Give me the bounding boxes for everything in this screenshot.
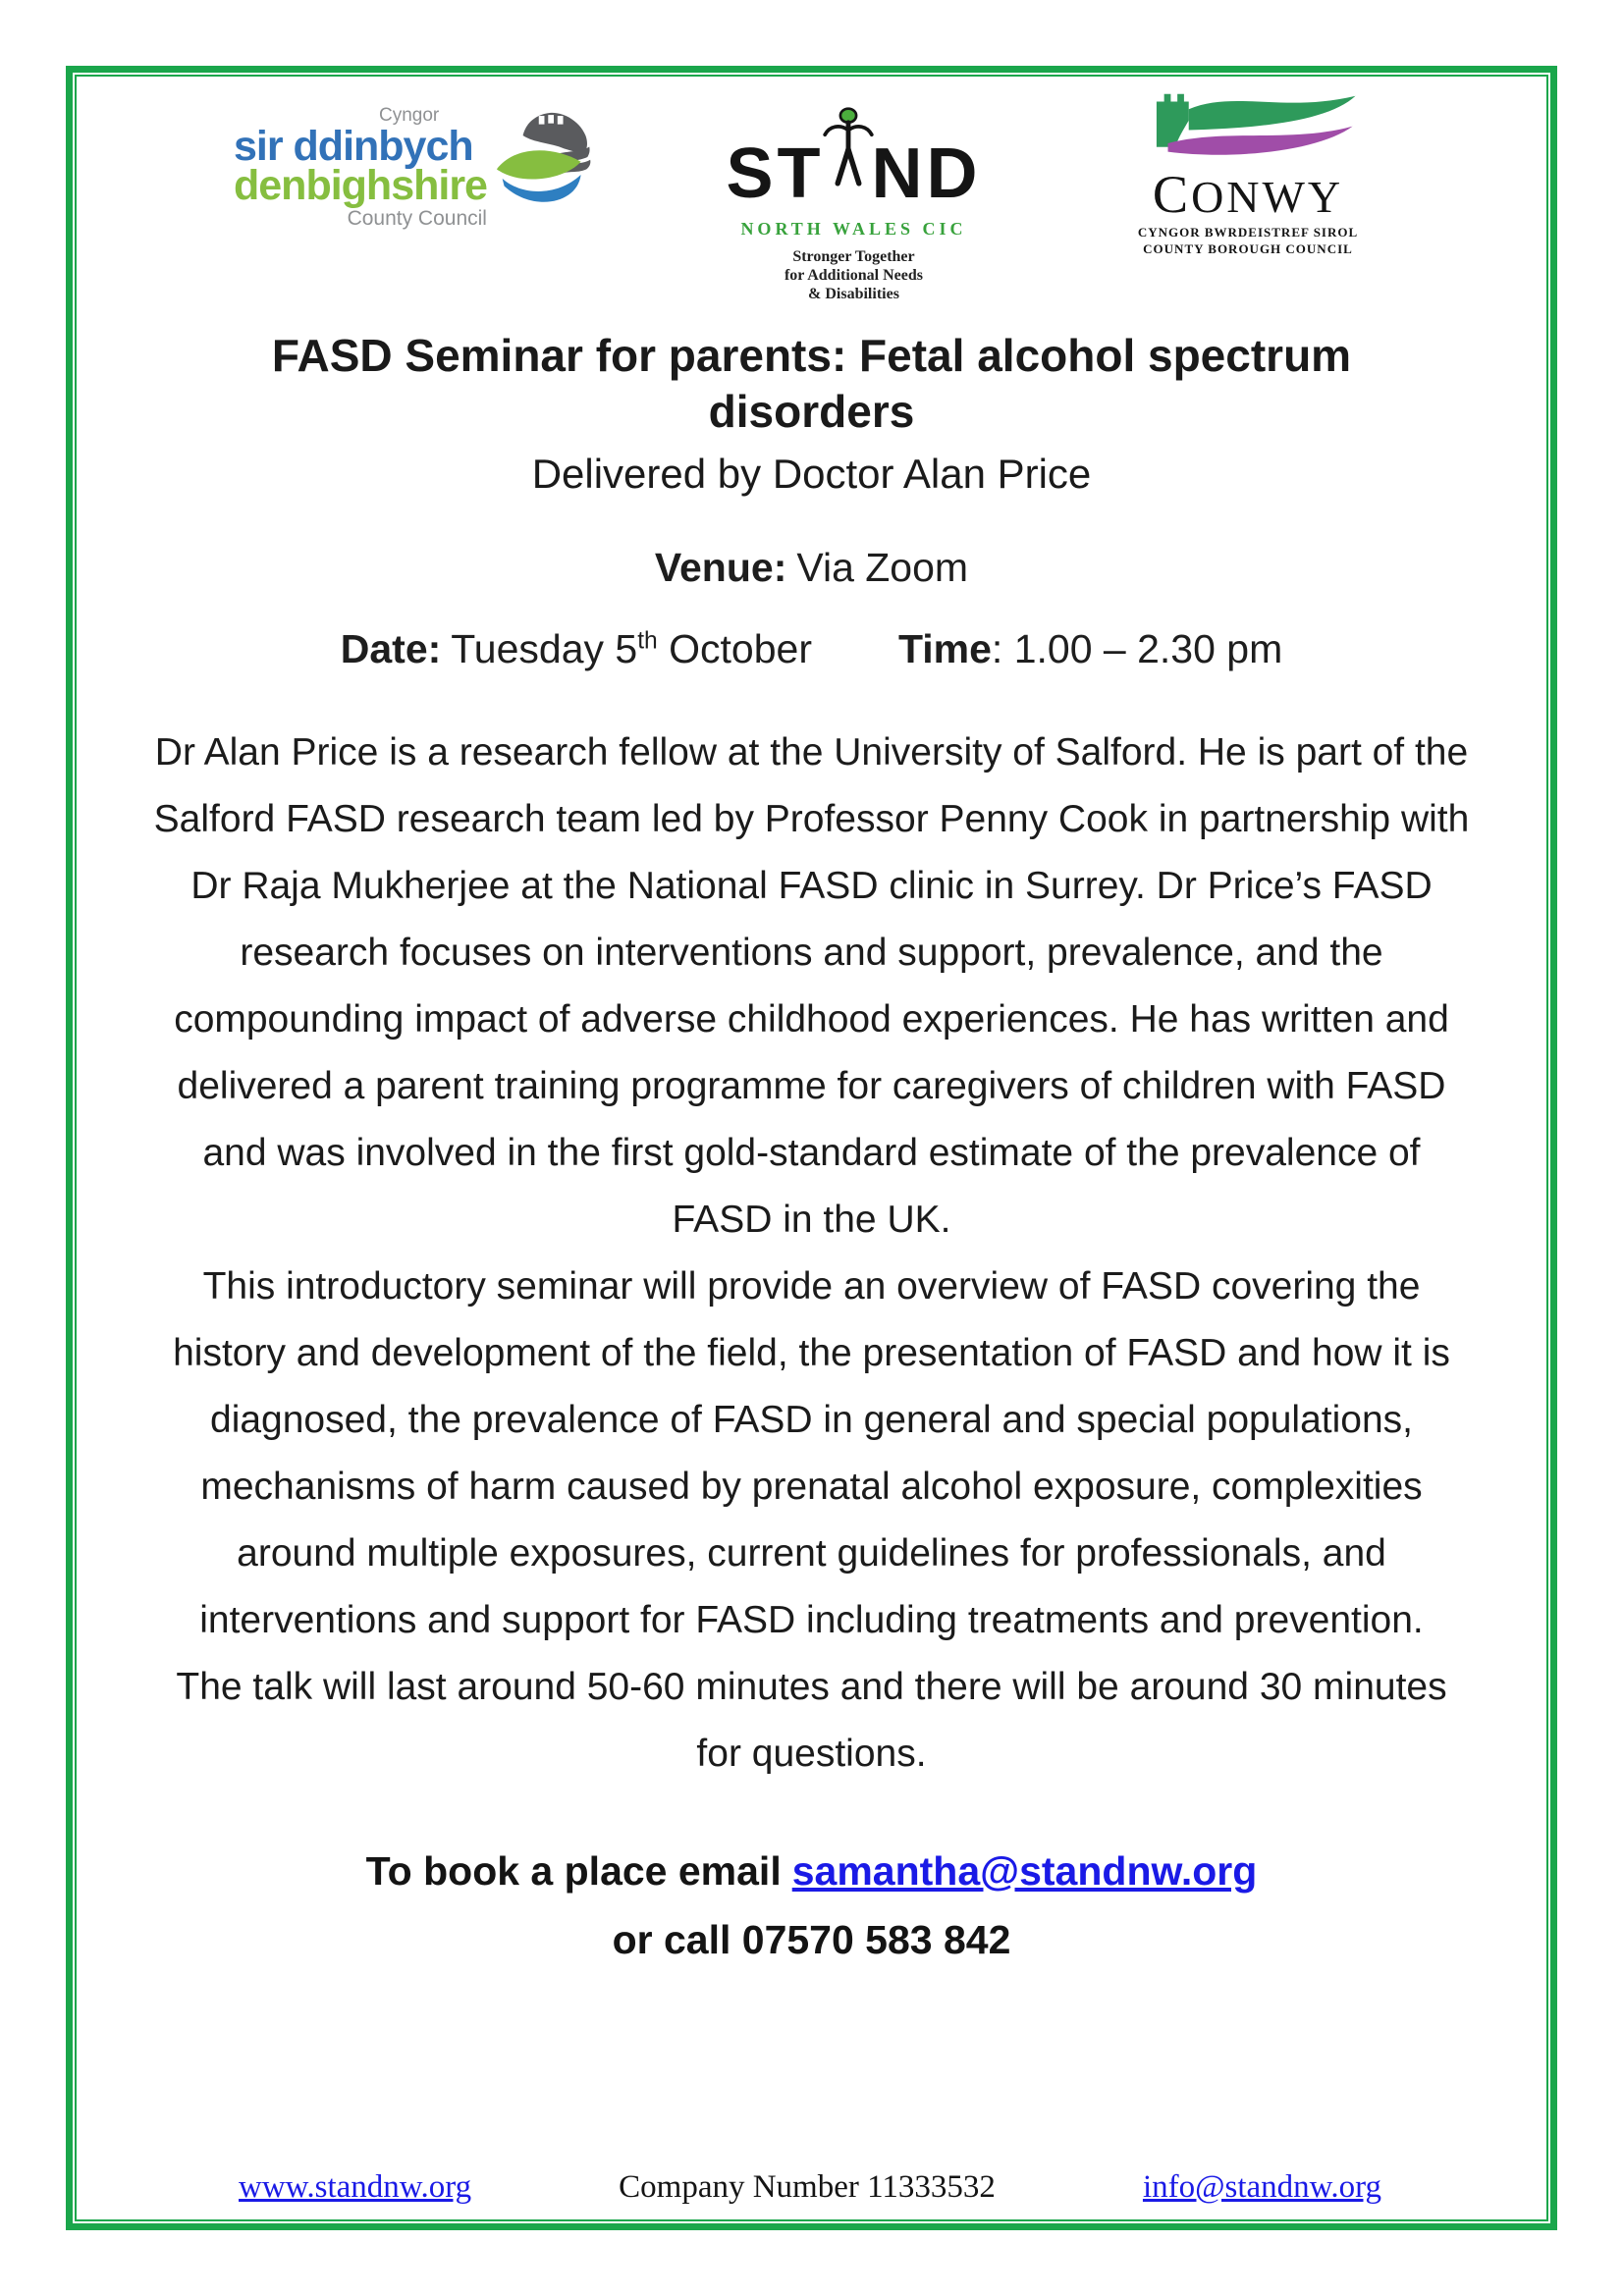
speaker-bio-paragraph: Dr Alan Price is a research fellow at the University of Salford. He is part of the Salford FASD research team led by Professor Penny Cook in partnership with Dr Raja Mukherjee at the National FASD clinic in Surrey. Dr Price’s FASD research focuses on interventions and support, prevalence, and the compounding impact of adverse childhood experiences. He has written and delivered a parent training programme for caregivers of children with FASD and was involved in the first gold-standard estimate of the prevalence of FASD in the UK. [153, 730, 1470, 1241]
footer-company-number: Company Number 11333532 [619, 2169, 996, 2205]
page-subtitle: Delivered by Doctor Alan Price [531, 450, 1092, 497]
stand-region-label: NORTH WALES CIC [740, 219, 967, 239]
conwy-council-labels [1114, 225, 1381, 258]
booking-line-email [77, 1837, 1546, 1905]
seminar-overview-paragraph: This introductory seminar will provide an overview of FASD covering the history and development of the field, the presentation of FASD and how it is diagnosed, the prevalence of FASD in general and special populations, mechanisms of harm caused by prenatal alcohol exposure, complexities around multiple exposures, current guidelines for professionals, and interventions and support for FASD including treatments and prevention. [173, 1264, 1450, 1641]
time-label: Time [897, 625, 992, 671]
conwy-castle-wave-icon [1138, 88, 1359, 169]
stand-tagline-line2: for Additional Needs [784, 267, 924, 285]
denbighshire-english-name: denbighshire [234, 161, 487, 209]
page-border [66, 66, 1557, 2230]
conwy-english-label: COUNTY BOROUGH COUNCIL [1143, 241, 1353, 257]
booking-line-phone: or call 07570 583 842 [612, 1916, 1011, 1962]
booking-section [77, 1837, 1546, 1974]
page-footer [77, 2169, 1546, 2206]
date-ordinal: th [637, 626, 658, 654]
date-time-line [77, 626, 1546, 672]
stand-figure-icon [822, 94, 875, 197]
stand-tagline [726, 247, 981, 304]
stand-wordmark [726, 94, 982, 213]
logo-row [77, 77, 1546, 304]
denbighshire-cyngor-label: Cyngor [379, 105, 440, 126]
conwy-welsh-label: CYNGOR BWRDEISTREF SIROL [1137, 225, 1359, 240]
talk-duration-paragraph: The talk will last around 50-60 minutes and there will be around 30 minutes for questions. [176, 1665, 1447, 1775]
date-value [451, 626, 812, 671]
date-label: Date: [340, 625, 442, 671]
denbighshire-crest-icon [495, 106, 593, 226]
date-item [341, 626, 812, 672]
stand-tagline-line3: & Disabilities [808, 286, 899, 303]
venue-value: Via Zoom [796, 544, 969, 590]
denbighshire-county-council-label: County Council [347, 206, 487, 230]
stand-logo [726, 84, 981, 304]
denbighshire-logo-text [234, 106, 487, 229]
time-item [898, 626, 1282, 672]
date-day: Tuesday 5 [451, 625, 638, 671]
document-page [75, 75, 1548, 2221]
conwy-logo [1114, 84, 1381, 258]
footer-website-link[interactable]: www.standnw.org [239, 2169, 472, 2205]
booking-email-link[interactable]: samantha@standnw.org [791, 1847, 1258, 1894]
denbighshire-welsh-name: sir ddinbych [234, 123, 473, 170]
booking-email-prefix: To book a place email [365, 1847, 782, 1894]
venue-label: Venue: [654, 544, 787, 590]
stand-letters-right: ND [871, 134, 982, 213]
time-value: : 1.00 – 2.30 pm [991, 625, 1283, 671]
venue-line [77, 545, 1546, 591]
seminar-description [149, 720, 1475, 1788]
stand-tagline-line1: Stronger Together [792, 248, 915, 265]
date-month: October [657, 625, 812, 671]
stand-letters-left: ST [726, 134, 825, 213]
page-title: FASD Seminar for parents: Fetal alcohol spectrum disorders [271, 329, 1352, 438]
conwy-name: CONWY [1152, 165, 1344, 224]
denbighshire-logo [234, 84, 593, 229]
footer-email-link[interactable]: info@standnw.org [1142, 2169, 1381, 2205]
